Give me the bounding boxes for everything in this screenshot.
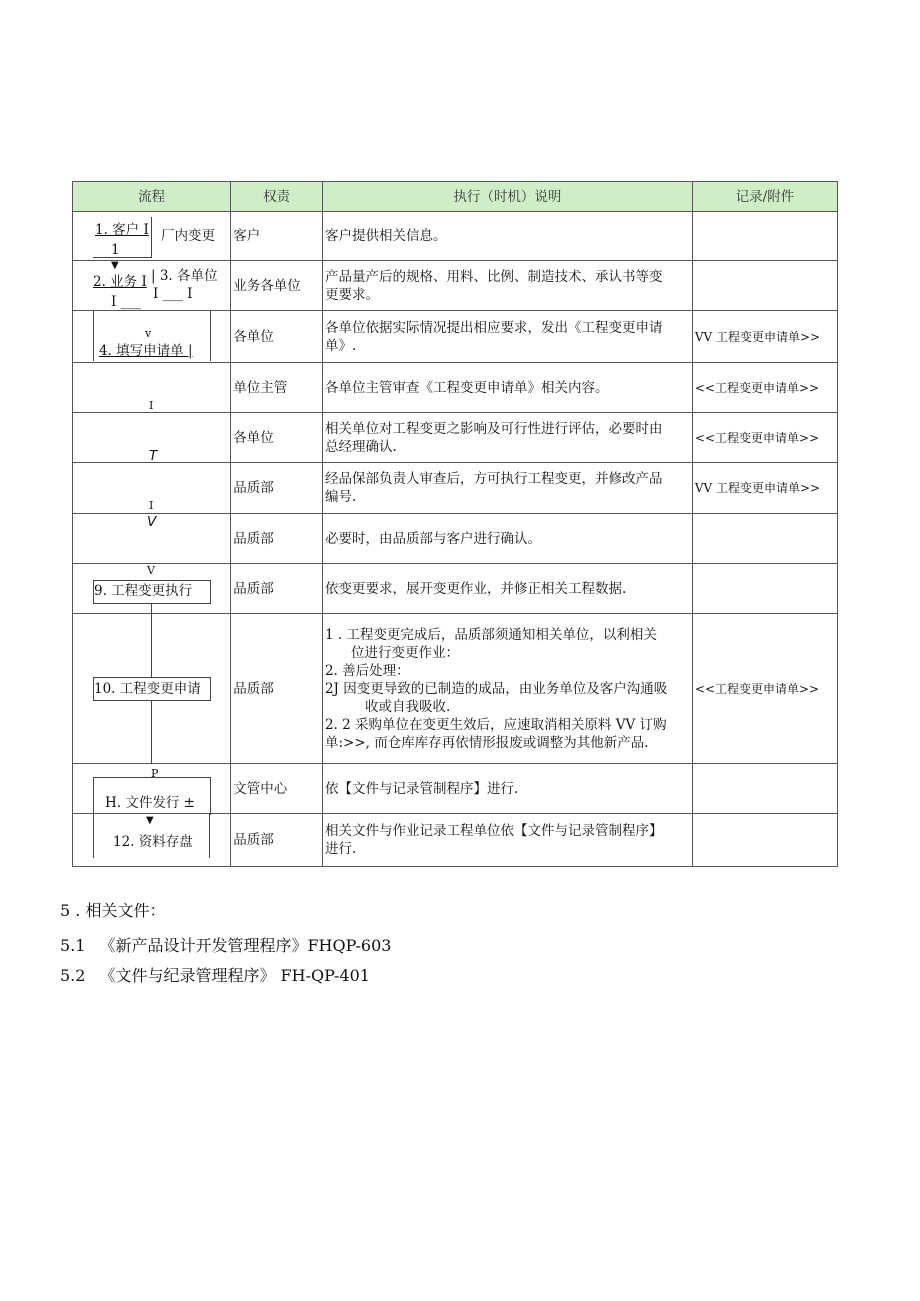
flow-step: 1	[111, 242, 120, 258]
flow-cell	[73, 614, 231, 764]
flow-step: T	[149, 448, 158, 464]
flow-step: P	[151, 767, 159, 780]
related-docs-heading: 5 . 相关文件：	[60, 901, 166, 920]
record-cell	[692, 261, 837, 311]
responsibility-cell: 客户	[231, 212, 323, 261]
flow-step: 厂内变更	[161, 228, 215, 244]
table-row	[73, 764, 838, 814]
responsibility-cell: 单位主管	[231, 363, 323, 413]
table-row	[73, 463, 838, 514]
flow-step: | 3. 各单位	[151, 268, 218, 284]
table-row	[73, 814, 838, 867]
table-row	[73, 212, 838, 261]
responsibility-cell: 各单位	[231, 413, 323, 463]
flow-step: I ___ I	[153, 286, 193, 302]
description-cell: 依变更要求，展开变更作业，并修正相关工程数据.	[322, 564, 692, 614]
responsibility-cell: 品质部	[231, 564, 323, 614]
responsibility-cell: 品质部	[231, 814, 323, 867]
responsibility-cell: 业务各单位	[231, 261, 323, 311]
arrow-down-icon: V	[147, 564, 155, 577]
header-description: 执行（时机）说明	[322, 182, 692, 212]
table-row	[73, 311, 838, 363]
flow-step: 9. 工程变更执行	[94, 583, 193, 599]
record-cell	[692, 764, 837, 814]
flow-cell	[73, 261, 231, 311]
record-cell	[692, 212, 837, 261]
flow-step: I	[149, 499, 154, 512]
flow-step: I	[149, 399, 154, 412]
flow-connector	[151, 700, 152, 764]
flow-box-side	[93, 814, 94, 858]
description-cell: 必要时，由品质部与客户进行确认。	[322, 514, 692, 564]
responsibility-cell: 品质部	[231, 614, 323, 764]
header-responsibility: 权责	[231, 182, 323, 212]
flow-step: 4. 填写申请单 |	[99, 343, 193, 359]
flow-cell	[73, 413, 231, 463]
responsibility-cell: 各单位	[231, 311, 323, 363]
record-cell: VV 工程变更申请单>>	[692, 311, 837, 363]
record-cell	[692, 514, 837, 564]
record-cell: <<工程变更申请单>>	[692, 413, 837, 463]
record-cell: <<工程变更申请单>>	[692, 614, 837, 764]
header-record: 记录/附件	[692, 182, 837, 212]
table-row	[73, 614, 838, 764]
flow-step: 12. 资料存盘	[113, 834, 193, 850]
record-cell: <<工程变更申请单>>	[692, 363, 837, 413]
arrow-down-icon: v	[145, 327, 152, 340]
table-row	[73, 261, 838, 311]
flow-step: I ___	[111, 294, 141, 310]
description-cell: 各单位主管审查《工程变更申请单》相关内容。	[322, 363, 692, 413]
flow-connector	[151, 614, 152, 677]
flow-cell	[73, 311, 231, 363]
description-cell: 1 . 工程变更完成后，品质部须通知相关单位，以利相关 位进行变更作业： 2. 善后处理： 2J 因变更导致的已制造的成品，由业务单位及客户沟通吸 收或自我吸收. 2. 2 采购单位在变更生效后，应速取消相关原料 VV 订购 单:>>, 而仓库库存再依情形报废或调整为其他新产品.	[322, 614, 692, 764]
related-doc-item: 5.1 《新产品设计开发管理程序》FHQP-603	[60, 936, 392, 955]
flow-cell	[73, 814, 231, 867]
table-row	[73, 363, 838, 413]
related-doc-item: 5.2 《文件与纪录管理程序》 FH-QP-401	[60, 966, 370, 985]
arrow-down-icon: ▼	[111, 260, 119, 271]
description-cell: 客户提供相关信息。	[322, 212, 692, 261]
description-cell: 相关文件与作业记录工程单位依【文件与记录管制程序】 进行.	[322, 814, 692, 867]
flow-step: H. 文件发行 ±	[105, 795, 195, 811]
record-cell: VV 工程变更申请单>>	[692, 463, 837, 514]
flow-step: V	[147, 514, 157, 530]
flow-cell	[73, 363, 231, 413]
description-cell: 依【文件与记录管制程序】进行.	[322, 764, 692, 814]
flow-cell	[73, 514, 231, 564]
description-cell: 经品保部负责人审查后，方可执行工程变更，并修改产品 编号.	[322, 463, 692, 514]
record-cell	[692, 564, 837, 614]
arrow-down-icon: ▼	[146, 815, 154, 826]
flow-cell	[73, 212, 231, 261]
table-row	[73, 564, 838, 614]
table-header-row	[73, 182, 838, 212]
description-cell: 相关单位对工程变更之影响及可行性进行评估，必要时由 总经理确认.	[322, 413, 692, 463]
flow-cell	[73, 764, 231, 814]
flow-step: 10. 工程变更申请	[94, 681, 201, 697]
responsibility-cell: 品质部	[231, 514, 323, 564]
table-row	[73, 413, 838, 463]
description-cell: 各单位依据实际情况提出相应要求，发出《工程变更申请 单》.	[322, 311, 692, 363]
responsibility-cell: 品质部	[231, 463, 323, 514]
flow-step: 1. 客户 I	[95, 222, 149, 238]
record-cell	[692, 814, 837, 867]
flow-box-side	[209, 814, 210, 858]
flow-cell	[73, 564, 231, 614]
process-table	[72, 181, 838, 867]
flow-step: 2. 业务 I	[93, 274, 147, 290]
table-row	[73, 514, 838, 564]
flow-cell	[73, 463, 231, 514]
responsibility-cell: 文管中心	[231, 764, 323, 814]
header-flow: 流程	[73, 182, 231, 212]
description-cell: 产品量产后的规格、用料、比例、制造技术、承认书等变 更要求。	[322, 261, 692, 311]
